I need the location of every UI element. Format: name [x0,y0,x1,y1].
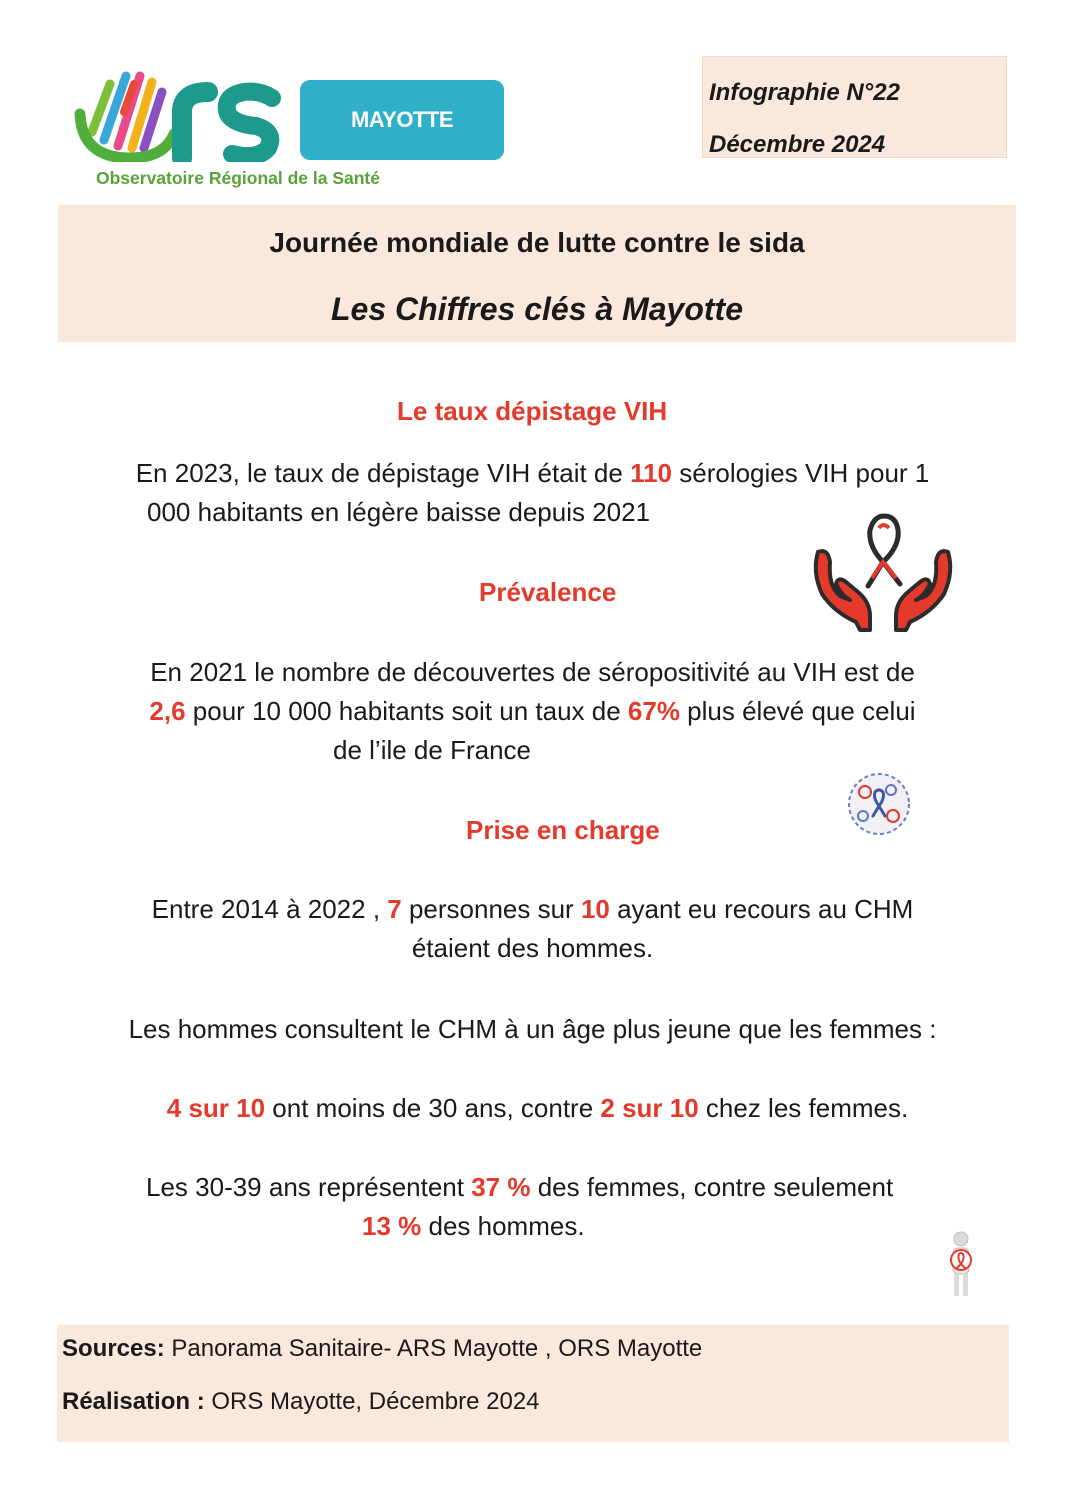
p3-text-b: chez les femmes. [698,1093,909,1123]
prevalence-value-2: 67% [627,696,680,726]
footer-band [57,1325,1009,1442]
p4-text-a: Les 30-39 ans représentent [146,1172,472,1202]
p3-value-1: 4 sur 10 [166,1093,266,1123]
p1-value-1: 7 [387,894,402,924]
prise-en-charge-p3 [80,1089,995,1128]
p1-text-b: personnes sur [401,894,581,924]
footer-realisation [62,1388,540,1416]
prevalence-text-b: plus élevé que celui [679,696,916,726]
page-subtitle: Les Chiffres clés à Mayotte [330,291,743,327]
sources-text: Panorama Sanitaire- ARS Mayotte , ORS Mayotte [164,1335,703,1362]
p1-text-c: ayant eu recours au CHM [609,894,914,924]
logo-badge: MAYOTTE [300,80,504,160]
depistage-text-b: sérologies VIH pour 1 [672,458,930,488]
p4-text-c: des hommes. [421,1211,585,1241]
realisation-label: Réalisation : [62,1388,205,1415]
prise-en-charge-p4-line-2 [362,1207,585,1246]
hands-ribbon-icon [808,512,958,634]
virus-ribbon-icon [845,770,913,838]
section-title-prise-en-charge: Prise en charge [466,815,660,845]
infographic-info-box [702,56,1007,158]
depistage-line-1 [80,454,985,493]
infographic-date: Décembre 2024 [709,131,886,158]
prise-en-charge-p1-line-2: étaient des hommes. [411,933,654,963]
p1-value-2: 10 [580,894,610,924]
p1-text-a: Entre 2014 à 2022 , [151,894,388,924]
depistage-text-a: En 2023, le taux de dépistage VIH était de [135,458,631,488]
person-ribbon-icon [944,1230,978,1300]
prevalence-text-a: pour 10 000 habitants soit un taux de [185,696,628,726]
title-band [58,205,1016,342]
ors-logo [72,62,454,197]
prise-en-charge-p2: Les hommes consultent le CHM à un âge plus jeune que les femmes : [128,1014,937,1044]
p4-value-2: 13 % [362,1211,422,1241]
infographic-number: Infographie N°22 [709,79,900,106]
logo-subtitle: Observatoire Régional de la Santé [96,168,380,188]
section-title-prevalence: Prévalence [479,577,617,607]
sources-label: Sources: [62,1335,165,1362]
p4-text-b: des femmes, contre seulement [530,1172,894,1202]
depistage-value: 110 [630,458,673,488]
section-title-depistage: Le taux dépistage VIH [397,396,668,426]
footer-sources [62,1335,702,1363]
prise-en-charge-p4-line-1 [146,1168,893,1207]
p3-text-a: ont moins de 30 ans, contre [265,1093,601,1123]
ors-logo-mark [72,62,292,162]
realisation-text: ORS Mayotte, Décembre 2024 [204,1388,540,1415]
prevalence-value-1: 2,6 [149,696,186,726]
p3-value-2: 2 sur 10 [600,1093,699,1123]
p4-value-1: 37 % [471,1172,531,1202]
prise-en-charge-p1-line-1 [80,890,985,929]
prevalence-line-3: de l’ile de France [333,735,531,765]
prevalence-line-2 [80,692,985,731]
page-title: Journée mondiale de lutte contre le sida [269,227,805,258]
depistage-line-2: 000 habitants en légère baisse depuis 2021 [147,497,651,527]
prevalence-line-1: En 2021 le nombre de découvertes de séropositivité au VIH est de [150,657,915,687]
